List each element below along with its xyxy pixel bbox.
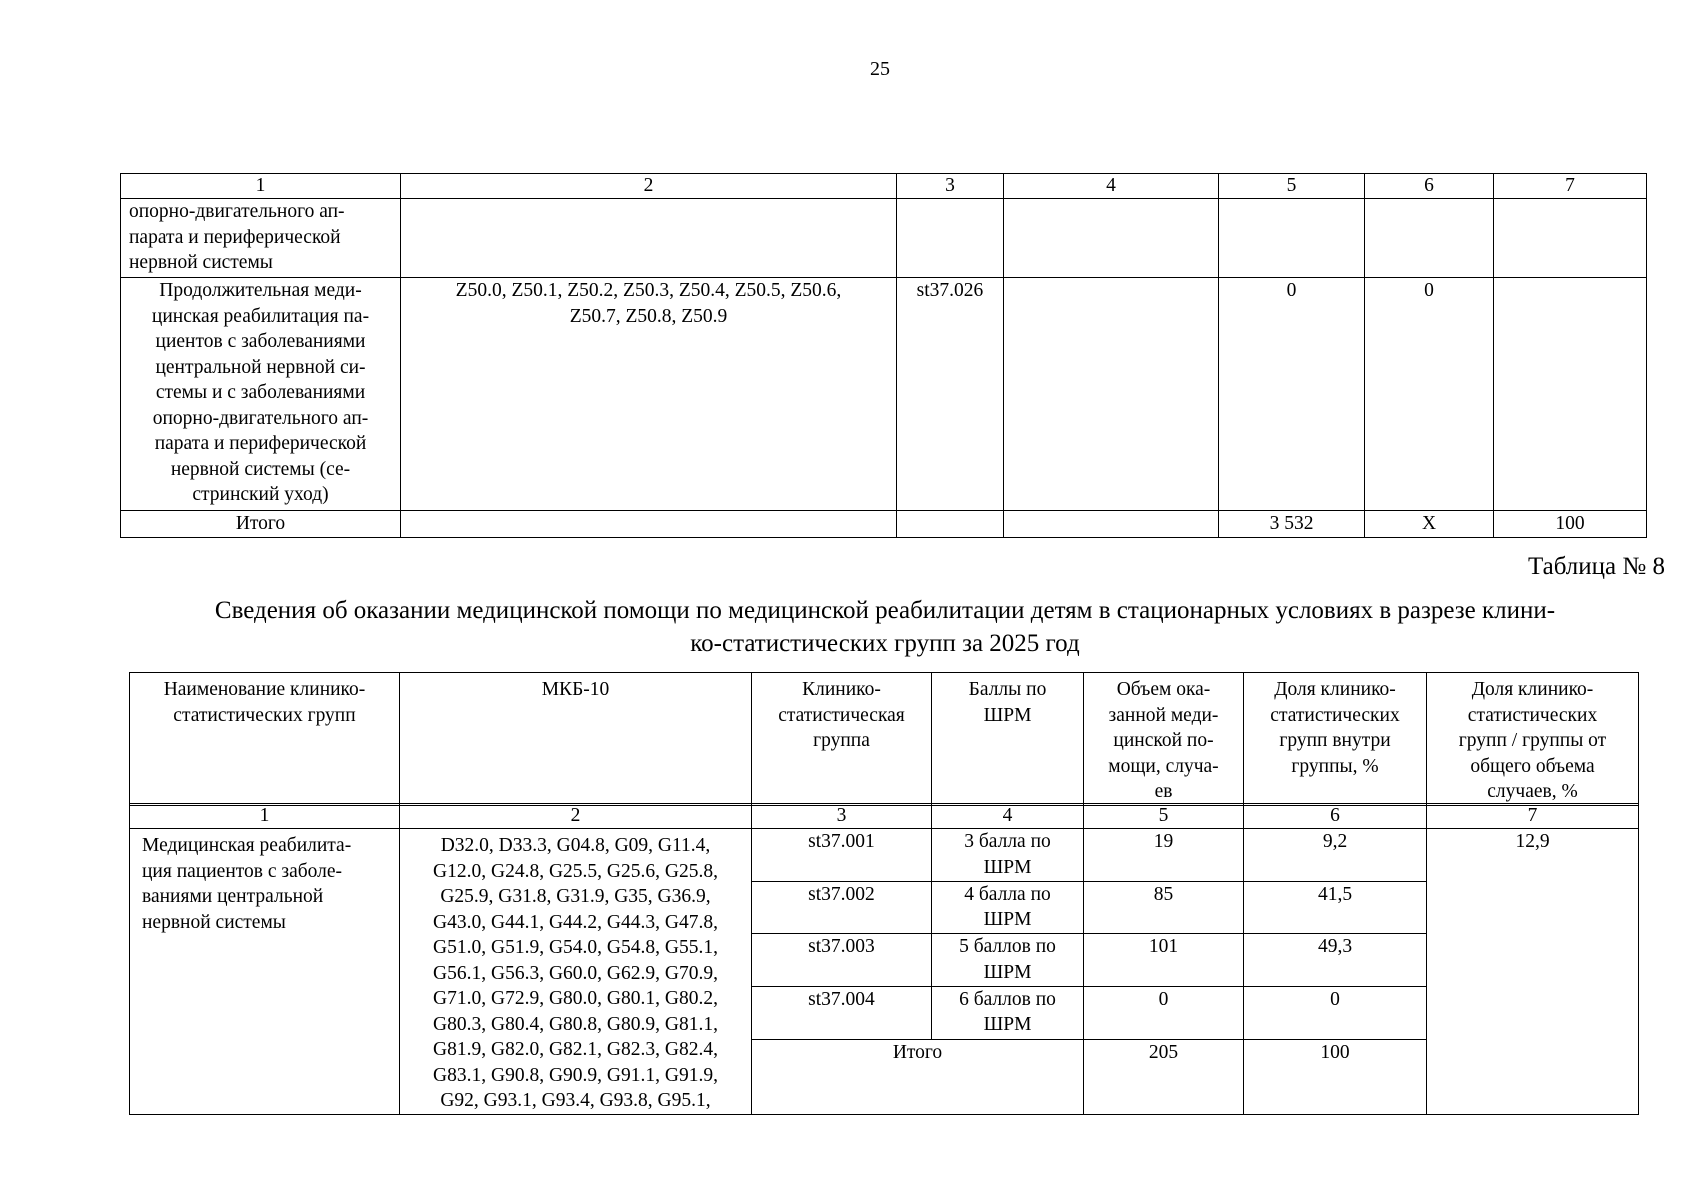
shrm-cell: 6 баллов по ШРМ xyxy=(932,986,1084,1039)
shrm-cell xyxy=(1004,278,1219,511)
ksg-cell: st37.003 xyxy=(752,934,932,987)
total-share: 100 xyxy=(1244,1039,1427,1114)
column-number: 7 xyxy=(1427,804,1639,829)
ksg-cell: st37.001 xyxy=(752,829,932,882)
shrm-cell: 5 баллов по ШРМ xyxy=(932,934,1084,987)
table-header-row xyxy=(130,673,1639,806)
mkb-cell: Z50.0, Z50.1, Z50.2, Z50.3, Z50.4, Z50.5, Z50.6, Z50.7, Z50.8, Z50.9 xyxy=(401,278,897,511)
column-number: 1 xyxy=(121,174,401,199)
header-share-total: Доля клинико- статистических групп / группы от общего объема случаев, % xyxy=(1427,673,1639,806)
share-total-cell xyxy=(1494,278,1647,511)
share-in-group-cell: 9,2 xyxy=(1244,829,1427,882)
column-number: 5 xyxy=(1219,174,1365,199)
column-number: 6 xyxy=(1365,174,1494,199)
header-ksg: Клинико- статистическая группа xyxy=(752,673,932,806)
group-name-cell: Медицинская реабилита- ция пациентов с заболе- ваниями центральной нервной системы xyxy=(130,829,400,1115)
column-number: 2 xyxy=(400,804,752,829)
table-header-row xyxy=(121,174,1647,199)
share-in-group-cell: 41,5 xyxy=(1244,881,1427,934)
share-in-group-cell: 0 xyxy=(1365,278,1494,511)
ksg-cell: st37.026 xyxy=(897,278,1004,511)
volume-cell: 85 xyxy=(1084,881,1244,934)
column-number: 4 xyxy=(932,804,1084,829)
volume-cell: 0 xyxy=(1084,986,1244,1039)
table-8-body xyxy=(129,803,1639,1115)
volume-cell: 101 xyxy=(1084,934,1244,987)
volume-cell: 0 xyxy=(1219,278,1365,511)
ksg-cell: st37.002 xyxy=(752,881,932,934)
share-total-cell: 12,9 xyxy=(1427,829,1639,1115)
column-number: 6 xyxy=(1244,804,1427,829)
column-number: 3 xyxy=(752,804,932,829)
total-label: Итого xyxy=(752,1039,1084,1114)
column-number: 3 xyxy=(897,174,1004,199)
page-number: 25 xyxy=(870,58,890,80)
group-name-cell: Продолжительная меди- цинская реабилитация па- циентов с заболеваниями центральной нервной си- стемы и с заболеваниями опорно-двигательного ап- парата и периферической нервной системы (се- стринский уход) xyxy=(121,278,401,511)
column-number: 5 xyxy=(1084,804,1244,829)
header-group-name: Наименование клинико- статистических групп xyxy=(130,673,400,806)
total-share-in-group: Х xyxy=(1365,511,1494,538)
table-title: Сведения об оказании медицинской помощи по медицинской реабилитации детям в стационарных условиях в разрезе клини- ко-статистических групп за 2025 год xyxy=(214,597,1556,657)
table-row xyxy=(121,278,1647,511)
header-shrm: Баллы по ШРМ xyxy=(932,673,1084,806)
column-number: 2 xyxy=(401,174,897,199)
column-number: 7 xyxy=(1494,174,1647,199)
total-volume: 205 xyxy=(1084,1039,1244,1114)
table-label: Таблица № 8 xyxy=(1527,553,1665,580)
volume-cell: 19 xyxy=(1084,829,1244,882)
header-mkb: МКБ-10 xyxy=(400,673,752,806)
share-in-group-cell: 0 xyxy=(1244,986,1427,1039)
column-number: 4 xyxy=(1004,174,1219,199)
table-row xyxy=(130,829,1639,882)
table-continued xyxy=(120,173,1647,538)
total-row xyxy=(121,511,1647,538)
shrm-cell: 4 балла по ШРМ xyxy=(932,881,1084,934)
header-share-in-group: Доля клинико- статистических групп внутри группы, % xyxy=(1244,673,1427,806)
header-volume: Объем ока- занной меди- цинской по- мощи, случа- ев xyxy=(1084,673,1244,806)
ksg-cell: st37.004 xyxy=(752,986,932,1039)
shrm-cell: 3 балла по ШРМ xyxy=(932,829,1084,882)
total-share-total: 100 xyxy=(1494,511,1647,538)
group-name-cell: опорно-двигательного ап- парата и периферической нервной системы xyxy=(121,199,401,278)
table-row xyxy=(121,199,1647,278)
mkb-cell: D32.0, D33.3, G04.8, G09, G11.4, G12.0, G24.8, G25.5, G25.6, G25.8, G25.9, G31.8, G31.9, G35, G36.9, G43.0, G44.1, G44.2, G44.3, G47.8, G51.0, G51.9, G54.0, G54.8, G55.1, G56.1, G56.3, G60.0, G62.9, G70.9, G71.0, G72.9, G80.0, G80.1, G80.2, G80.3, G80.4, G80.8, G80.9, G81.1, G81.9, G82.0, G82.1, G82.3, G82.4, G83.1, G90.8, G90.9, G91.1, G91.9, G92, G93.1, G93.4, G93.8, G95.1, xyxy=(400,829,752,1115)
column-number: 1 xyxy=(130,804,400,829)
total-label: Итого xyxy=(121,511,401,538)
column-numbers-row xyxy=(130,804,1639,829)
total-volume: 3 532 xyxy=(1219,511,1365,538)
share-in-group-cell: 49,3 xyxy=(1244,934,1427,987)
table-8-header xyxy=(129,672,1639,806)
